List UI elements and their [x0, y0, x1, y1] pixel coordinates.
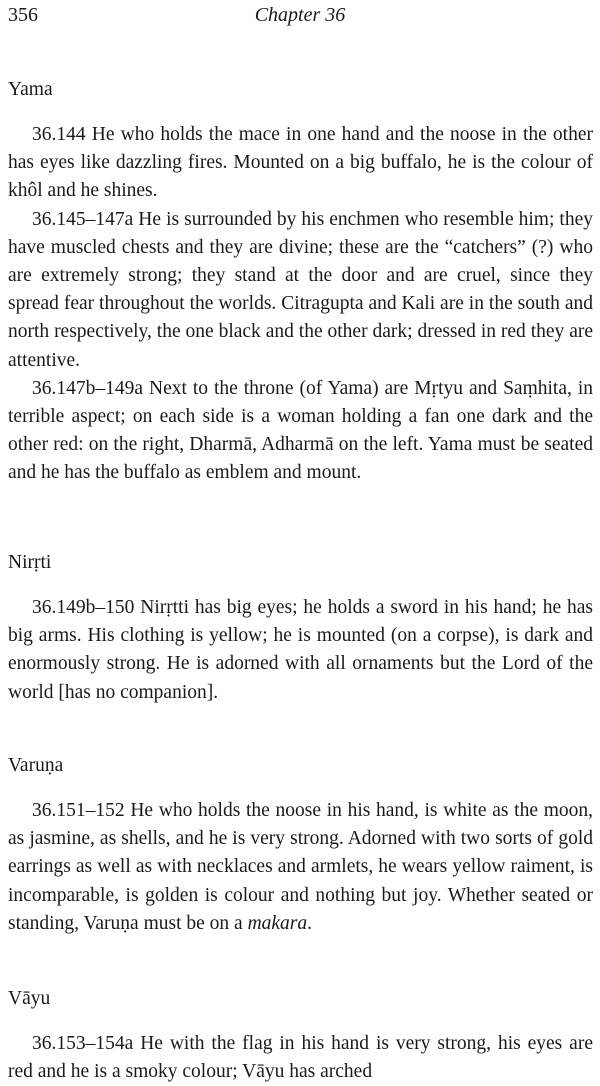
paragraph — [8, 797, 593, 938]
running-head — [8, 4, 592, 34]
section-title: Nirṛti — [8, 552, 52, 573]
section-nirrti — [8, 549, 593, 707]
italic-term: makara — [247, 912, 308, 934]
section-varuna — [8, 752, 593, 938]
section-title: Yama — [8, 79, 53, 100]
paragraph: 36.144 He who holds the mace in one hand and the noose in the other has eyes like dazzling fires. Mounted on a big buffalo, he is the colour of khôl and he shines. — [8, 124, 593, 202]
paragraph-text: 36.151–152 He who holds the noose in his hand, is white as the moon, as jasmine, as shells, and he is very strong. Adorned with two sorts of gold earrings as well as with necklaces and armlets, he wears yellow raiment, is incomparable, is golden is colour and nothing but joy. Whether seated or standing, Varuṇa must be on a — [8, 800, 593, 934]
chapter-title: Chapter 36 — [254, 4, 346, 26]
paragraph: 36.149b–150 Nirṛtti has big eyes; he holds a sword in his hand; he has big arms. His clothing is yellow; he is mounted (on a corpse), is dark and enormously strong. He is adorned with all ornaments but the Lord of the world [has no companion]. — [8, 597, 593, 703]
section-title: Varuṇa — [8, 755, 64, 776]
section-title: Vāyu — [8, 988, 51, 1009]
paragraph-end: . — [307, 912, 313, 934]
paragraph: 36.153–154a He with the flag in his hand is very strong, his eyes are red and he is a smoky colour; Vāyu has arched — [8, 1033, 593, 1083]
paragraph: 36.147b–149a Next to the throne (of Yama) are Mṛtyu and Saṃhita, in terrible aspect; on each side is a woman holding a fan one dark and the other red: on the right, Dharmā, Adharmā on the left. Yama must be seated and he has the buffalo as emblem and mount. — [8, 377, 593, 484]
section-yama — [8, 76, 593, 488]
paragraph: 36.145–147a He is surrounded by his enchmen who resemble him; they have muscled chests and they are divine; these are the “catchers” (?) who are extremely strong; they stand at the door and are cruel, since they spread fear throughout the worlds. Citragupta and Kali are in the south and north respectively, the one black and the other dark; dressed in red they are attentive. — [8, 208, 593, 371]
section-vayu — [8, 985, 593, 1086]
page-number: 356 — [8, 4, 38, 26]
